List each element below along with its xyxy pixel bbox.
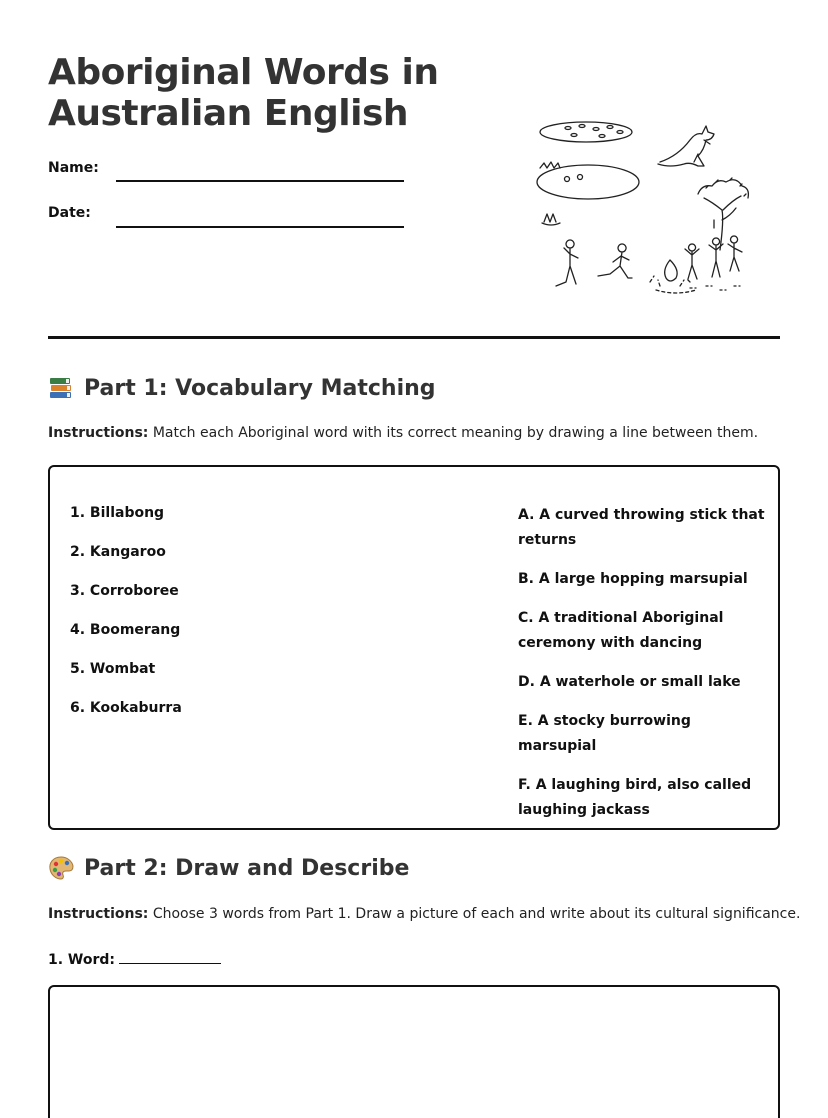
header-divider <box>48 336 780 339</box>
word-item: 3. Corroboree <box>70 583 179 599</box>
part1-instructions-text: Match each Aboriginal word with its correct meaning by drawing a line between them. <box>148 425 759 441</box>
meaning-item: A. A curved throwing stick that returns <box>518 507 765 548</box>
vocabulary-matching-box <box>48 465 780 830</box>
date-label: Date: <box>48 205 91 221</box>
worksheet-title: Aboriginal Words in Australian English <box>48 52 439 134</box>
books-icon <box>48 375 74 401</box>
meaning-item: D. A waterhole or small lake <box>518 674 741 690</box>
meaning-item: E. A stocky burrowing marsupial <box>518 713 691 754</box>
meaning-item: C. A traditional Aboriginal ceremony with dancing <box>518 610 724 651</box>
meaning-column <box>518 503 768 837</box>
part2-instructions <box>48 906 800 922</box>
meaning-item: F. A laughing bird, also called laughing jackass <box>518 777 752 818</box>
name-field-line[interactable] <box>116 180 404 182</box>
part1-heading <box>48 375 436 401</box>
part1-instructions <box>48 425 758 441</box>
word1-line <box>48 950 221 968</box>
date-field-line[interactable] <box>116 226 404 228</box>
word-item: 6. Kookaburra <box>70 700 182 716</box>
word-item: 4. Boomerang <box>70 622 181 638</box>
name-label: Name: <box>48 160 99 176</box>
word1-blank[interactable] <box>119 950 221 964</box>
part2-heading-text: Part 2: Draw and Describe <box>84 855 410 881</box>
australian-landscape-illustration <box>530 110 760 295</box>
part2-instructions-label: Instructions: <box>48 906 149 922</box>
part1-heading-text: Part 1: Vocabulary Matching <box>84 375 436 401</box>
drawing-area[interactable] <box>48 985 780 1118</box>
word-item: 2. Kangaroo <box>70 544 166 560</box>
word-item: 1. Billabong <box>70 505 165 521</box>
palette-icon <box>48 855 74 881</box>
part2-heading <box>48 855 409 881</box>
part2-instructions-text: Choose 3 words from Part 1. Draw a picture of each and write about its cultural significance. <box>148 906 801 922</box>
word-column <box>70 505 370 739</box>
word1-label: 1. Word: <box>48 952 116 968</box>
word-item: 5. Wombat <box>70 661 156 677</box>
part1-instructions-label: Instructions: <box>48 425 149 441</box>
meaning-item: B. A large hopping marsupial <box>518 571 748 587</box>
